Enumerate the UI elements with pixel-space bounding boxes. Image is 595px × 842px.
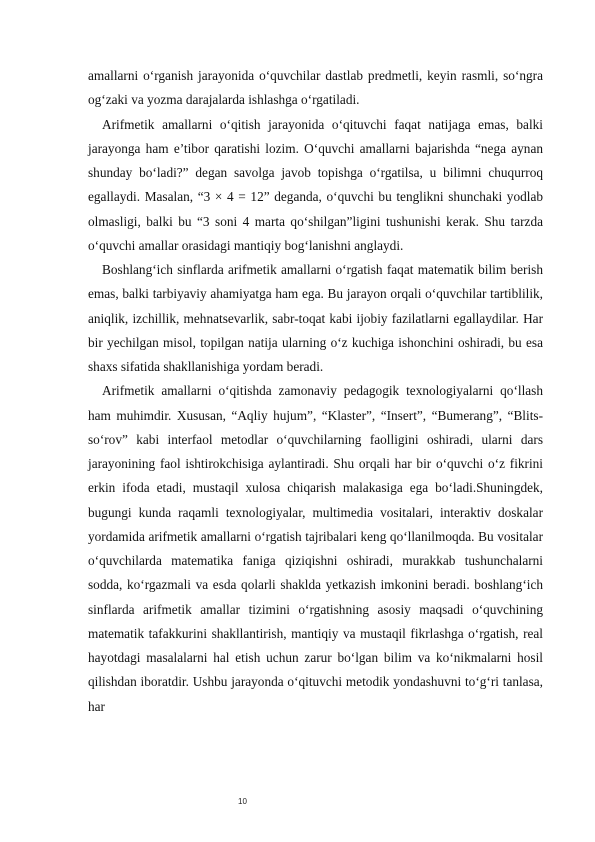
paragraph-continuation: amallarni o‘rganish jarayonida o‘quvchilar dastlab predmetli, keyin rasmli, so‘ngra og‘zaki va yozma darajalarda ishlashga o‘rgatiladi. [88,68,543,108]
paragraph-educational-value: Boshlang‘ich sinflarda arifmetik amallarni o‘rgatish faqat matematik bilim berish emas, balki tarbiyaviy ahamiyatga ham ega. Bu jarayon orqali o‘quvchilar tartiblilik, aniqlik, izchillik, mehnatsevarlik, sabr-toqat kabi ijobiy fazilatlarni egallaydilar. Har bir yechilgan misol, topilgan natija ularning o‘z kuchiga ishonchini oshiradi, bu esa shaxs sifatida shakllanishiga yordam beradi. [88,262,543,374]
page-number: 10 [238,797,247,806]
document-body [88,64,543,719]
paragraph-process-attention: Arifmetik amallarni o‘qitish jarayonida o‘qituvchi faqat natijaga emas, balki jarayonga ham e’tibor qaratishi lozim. O‘quvchi amallarni bajarishda “nega aynan shunday bo‘ladi?” degan savolga javob topishga o‘rgatilsa, u bilimni chuqurroq egallaydi. Masalan, “3 × 4 = 12” deganda, o‘quvchi bu tenglikni shunchaki yodlab olmasligi, balki bu “3 soni 4 marta qo‘shilgan”ligini tushunishi kerak. Shu tarzda o‘quvchi amallar orasidagi mantiqiy bog‘lanishni anglaydi. [88,116,543,253]
paragraph-modern-technologies: Arifmetik amallarni o‘qitishda zamonaviy pedagogik texnologiyalarni qo‘llash ham muhimdir. Xususan, “Aqliy hujum”, “Klaster”, “Insert”, “Bumerang”, “Blits-so‘rov” kabi interfaol metodlar o‘quvchilarning faolligini oshiradi, ularni dars jarayonining faol ishtirokchisiga aylantiradi. Shu orqali har bir o‘quvchi o‘z fikrini erkin ifoda etadi, mustaqil xulosa chiqarish malakasiga ega bo‘ladi.Shuningdek, bugungi kunda raqamli texnologiyalar, multimedia vositalari, interaktiv doskalar yordamida arifmetik amallarni o‘rgatish tajribalari keng qo‘llanilmoqda. Bu vositalar o‘quvchilarda matematika faniga qiziqishni oshiradi, murakkab tushunchalarni sodda, ko‘rgazmali va esda qolarli shaklda yetkazish imkonini beradi. boshlang‘ich sinflarda arifmetik amallar tizimini o‘rgatishning asosiy maqsadi o‘quvchining matematik tafakkurini shakllantirish, mantiqiy va mustaqil fikrlashga o‘rgatish, real hayotdagi masalalarni hal etish uchun zarur bo‘lgan bilim va ko‘nikmalarni hosil qilishdan iboratdir. Ushbu jarayonda o‘qituvchi metodik yondashuvni to‘g‘ri tanlasa, har [88,383,543,714]
